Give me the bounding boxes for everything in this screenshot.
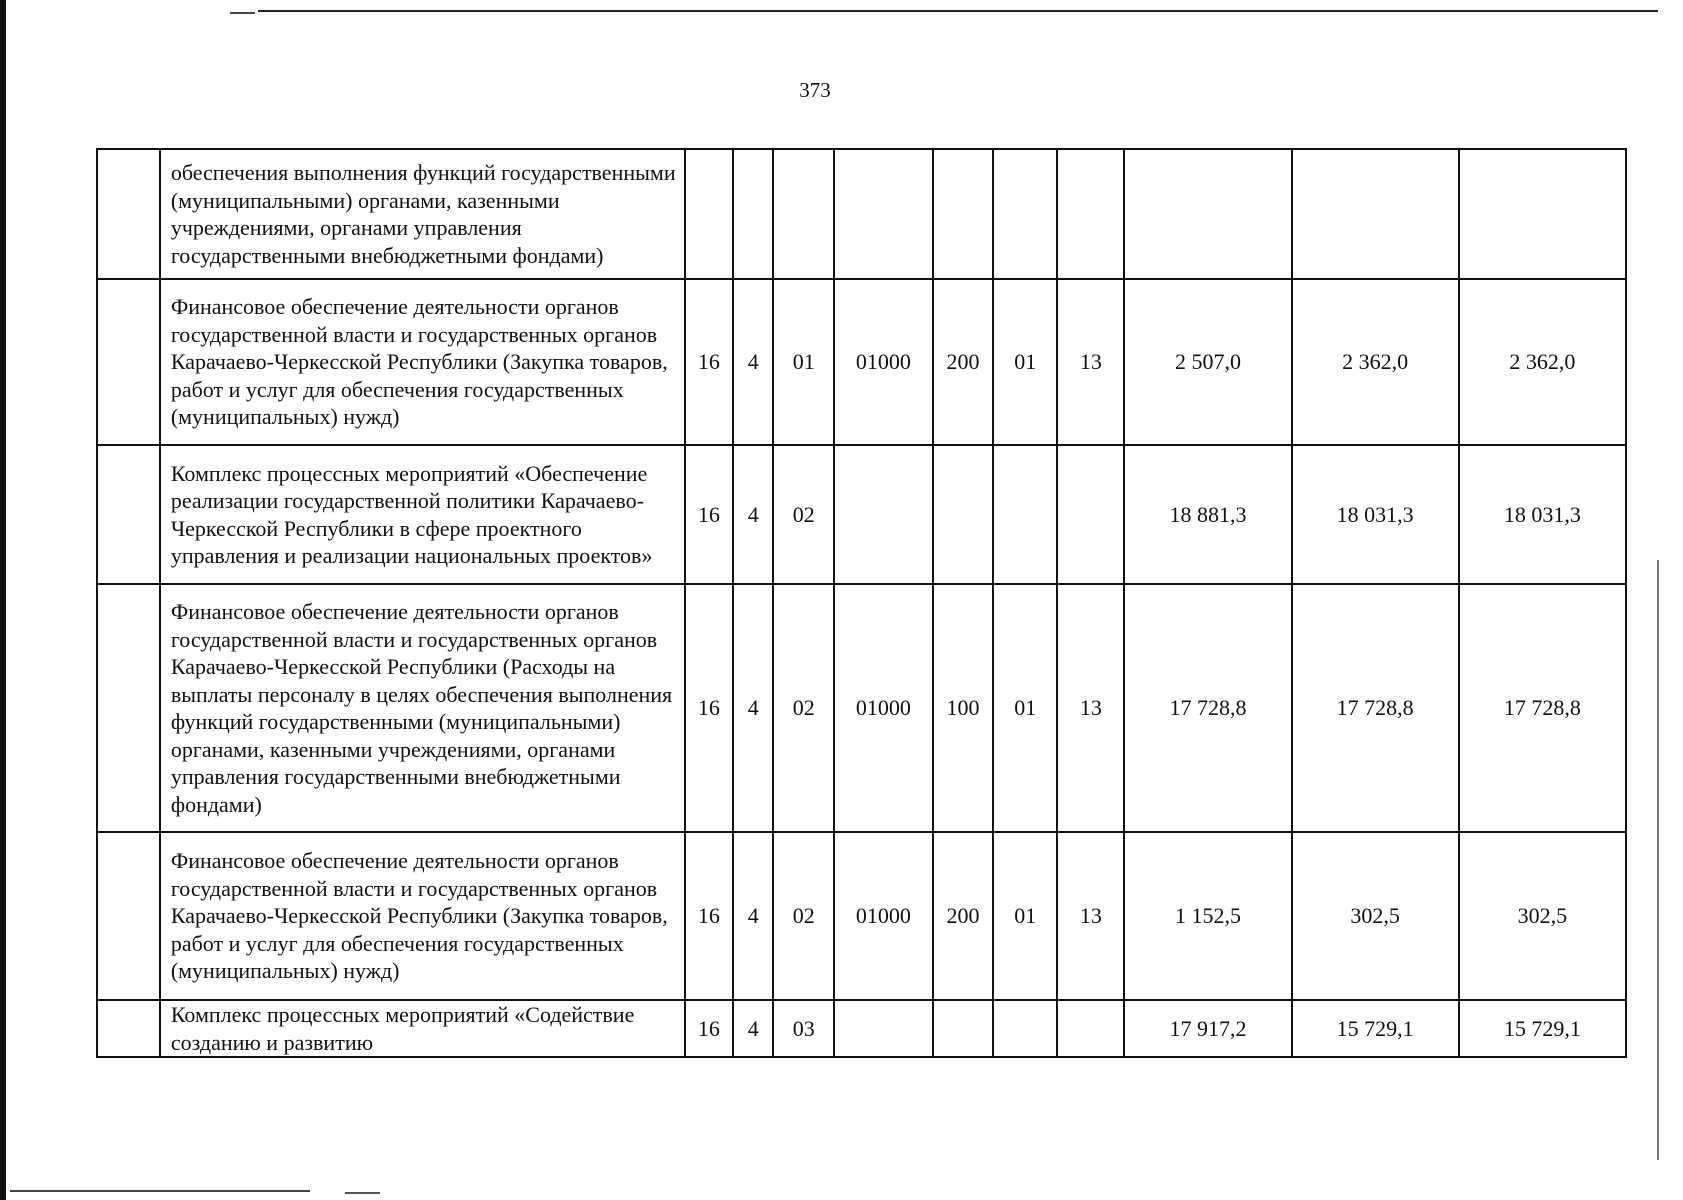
amount-cell: 2 507,0 [1124,279,1291,445]
code-cell [933,445,994,584]
code-cell [993,1000,1057,1057]
amount-cell: 1 152,5 [1124,832,1291,1000]
description-cell: Комплекс процессных мероприятий «Обеспечение реализации государственной политики Карачаево-Черкесской Республики в сфере проектного управления и реализации национальных проектов» [160,445,685,584]
amount-cell: 17 917,2 [1124,1000,1291,1057]
code-cell: 4 [733,584,773,832]
code-cell: 16 [685,584,733,832]
code-cell [834,149,933,279]
scan-artifact-top-dash [230,12,255,14]
code-cell: 01000 [834,584,933,832]
code-cell: 02 [773,584,834,832]
scan-edge-left [0,0,6,1200]
code-cell: 01 [993,584,1057,832]
code-cell: 4 [733,279,773,445]
code-cell: 16 [685,1000,733,1057]
row-number-cell [97,832,160,1000]
code-cell: 13 [1057,279,1124,445]
amount-cell: 18 031,3 [1459,445,1626,584]
amount-cell [1459,149,1626,279]
code-cell: 01 [993,279,1057,445]
code-cell: 16 [685,445,733,584]
amount-cell: 18 881,3 [1124,445,1291,584]
code-cell [685,149,733,279]
code-cell: 4 [733,445,773,584]
amount-cell: 17 728,8 [1124,584,1291,832]
code-cell [1057,149,1124,279]
code-cell [1057,445,1124,584]
code-cell [773,149,834,279]
code-cell: 01000 [834,279,933,445]
row-number-cell [97,584,160,832]
code-cell [733,149,773,279]
code-cell [933,1000,994,1057]
amount-cell [1292,149,1459,279]
row-number-cell [97,279,160,445]
table-row [97,445,1626,584]
code-cell [834,445,933,584]
description-cell: обеспечения выполнения функций государственными (муниципальными) органами, казенными учреждениями, органами управления государственными внебюджетными фондами) [160,149,685,279]
amount-cell: 18 031,3 [1292,445,1459,584]
code-cell: 01000 [834,832,933,1000]
code-cell [834,1000,933,1057]
code-cell: 100 [933,584,994,832]
amount-cell: 302,5 [1292,832,1459,1000]
code-cell: 02 [773,445,834,584]
table-row [97,279,1626,445]
scan-artifact-bottom-dash [345,1192,380,1194]
code-cell [933,149,994,279]
table-row [97,149,1626,279]
code-cell: 16 [685,832,733,1000]
description-cell: Финансовое обеспечение деятельности органов государственной власти и государственных органов Карачаево-Черкесской Республики (Расходы на выплаты персоналу в целях обеспечения выполнения функций государственными (муниципальными) органами, казенными учреждениями, органами управления государственными внебюджетными фондами) [160,584,685,832]
code-cell [993,445,1057,584]
code-cell: 03 [773,1000,834,1057]
row-number-cell [97,1000,160,1057]
scan-edge-top [258,10,1658,12]
amount-cell: 15 729,1 [1292,1000,1459,1057]
amount-cell: 17 728,8 [1459,584,1626,832]
amount-cell: 2 362,0 [1459,279,1626,445]
code-cell [993,149,1057,279]
table-row [97,1000,1626,1057]
amount-cell: 17 728,8 [1292,584,1459,832]
amount-cell [1124,149,1291,279]
description-cell: Финансовое обеспечение деятельности органов государственной власти и государственных органов Карачаево-Черкесской Республики (Закупка товаров, работ и услуг для обеспечения государственных (муниципальных) нужд) [160,832,685,1000]
row-number-cell [97,149,160,279]
table-row [97,584,1626,832]
code-cell: 16 [685,279,733,445]
code-cell [1057,1000,1124,1057]
budget-table [96,148,1627,1058]
row-number-cell [97,445,160,584]
amount-cell: 302,5 [1459,832,1626,1000]
code-cell: 02 [773,832,834,1000]
scan-edge-bottom [10,1190,310,1192]
amount-cell: 2 362,0 [1292,279,1459,445]
description-cell: Комплекс процессных мероприятий «Содействие созданию и развитию [160,1000,685,1057]
code-cell: 4 [733,1000,773,1057]
amount-cell: 15 729,1 [1459,1000,1626,1057]
code-cell: 200 [933,279,994,445]
code-cell: 13 [1057,832,1124,1000]
table-row [97,832,1626,1000]
code-cell: 01 [773,279,834,445]
description-cell: Финансовое обеспечение деятельности органов государственной власти и государственных органов Карачаево-Черкесской Республики (Закупка товаров, работ и услуг для обеспечения государственных (муниципальных) нужд) [160,279,685,445]
code-cell: 200 [933,832,994,1000]
code-cell: 4 [733,832,773,1000]
code-cell: 13 [1057,584,1124,832]
code-cell: 01 [993,832,1057,1000]
page-number: 373 [799,78,831,102]
scan-edge-right [1657,560,1659,1160]
